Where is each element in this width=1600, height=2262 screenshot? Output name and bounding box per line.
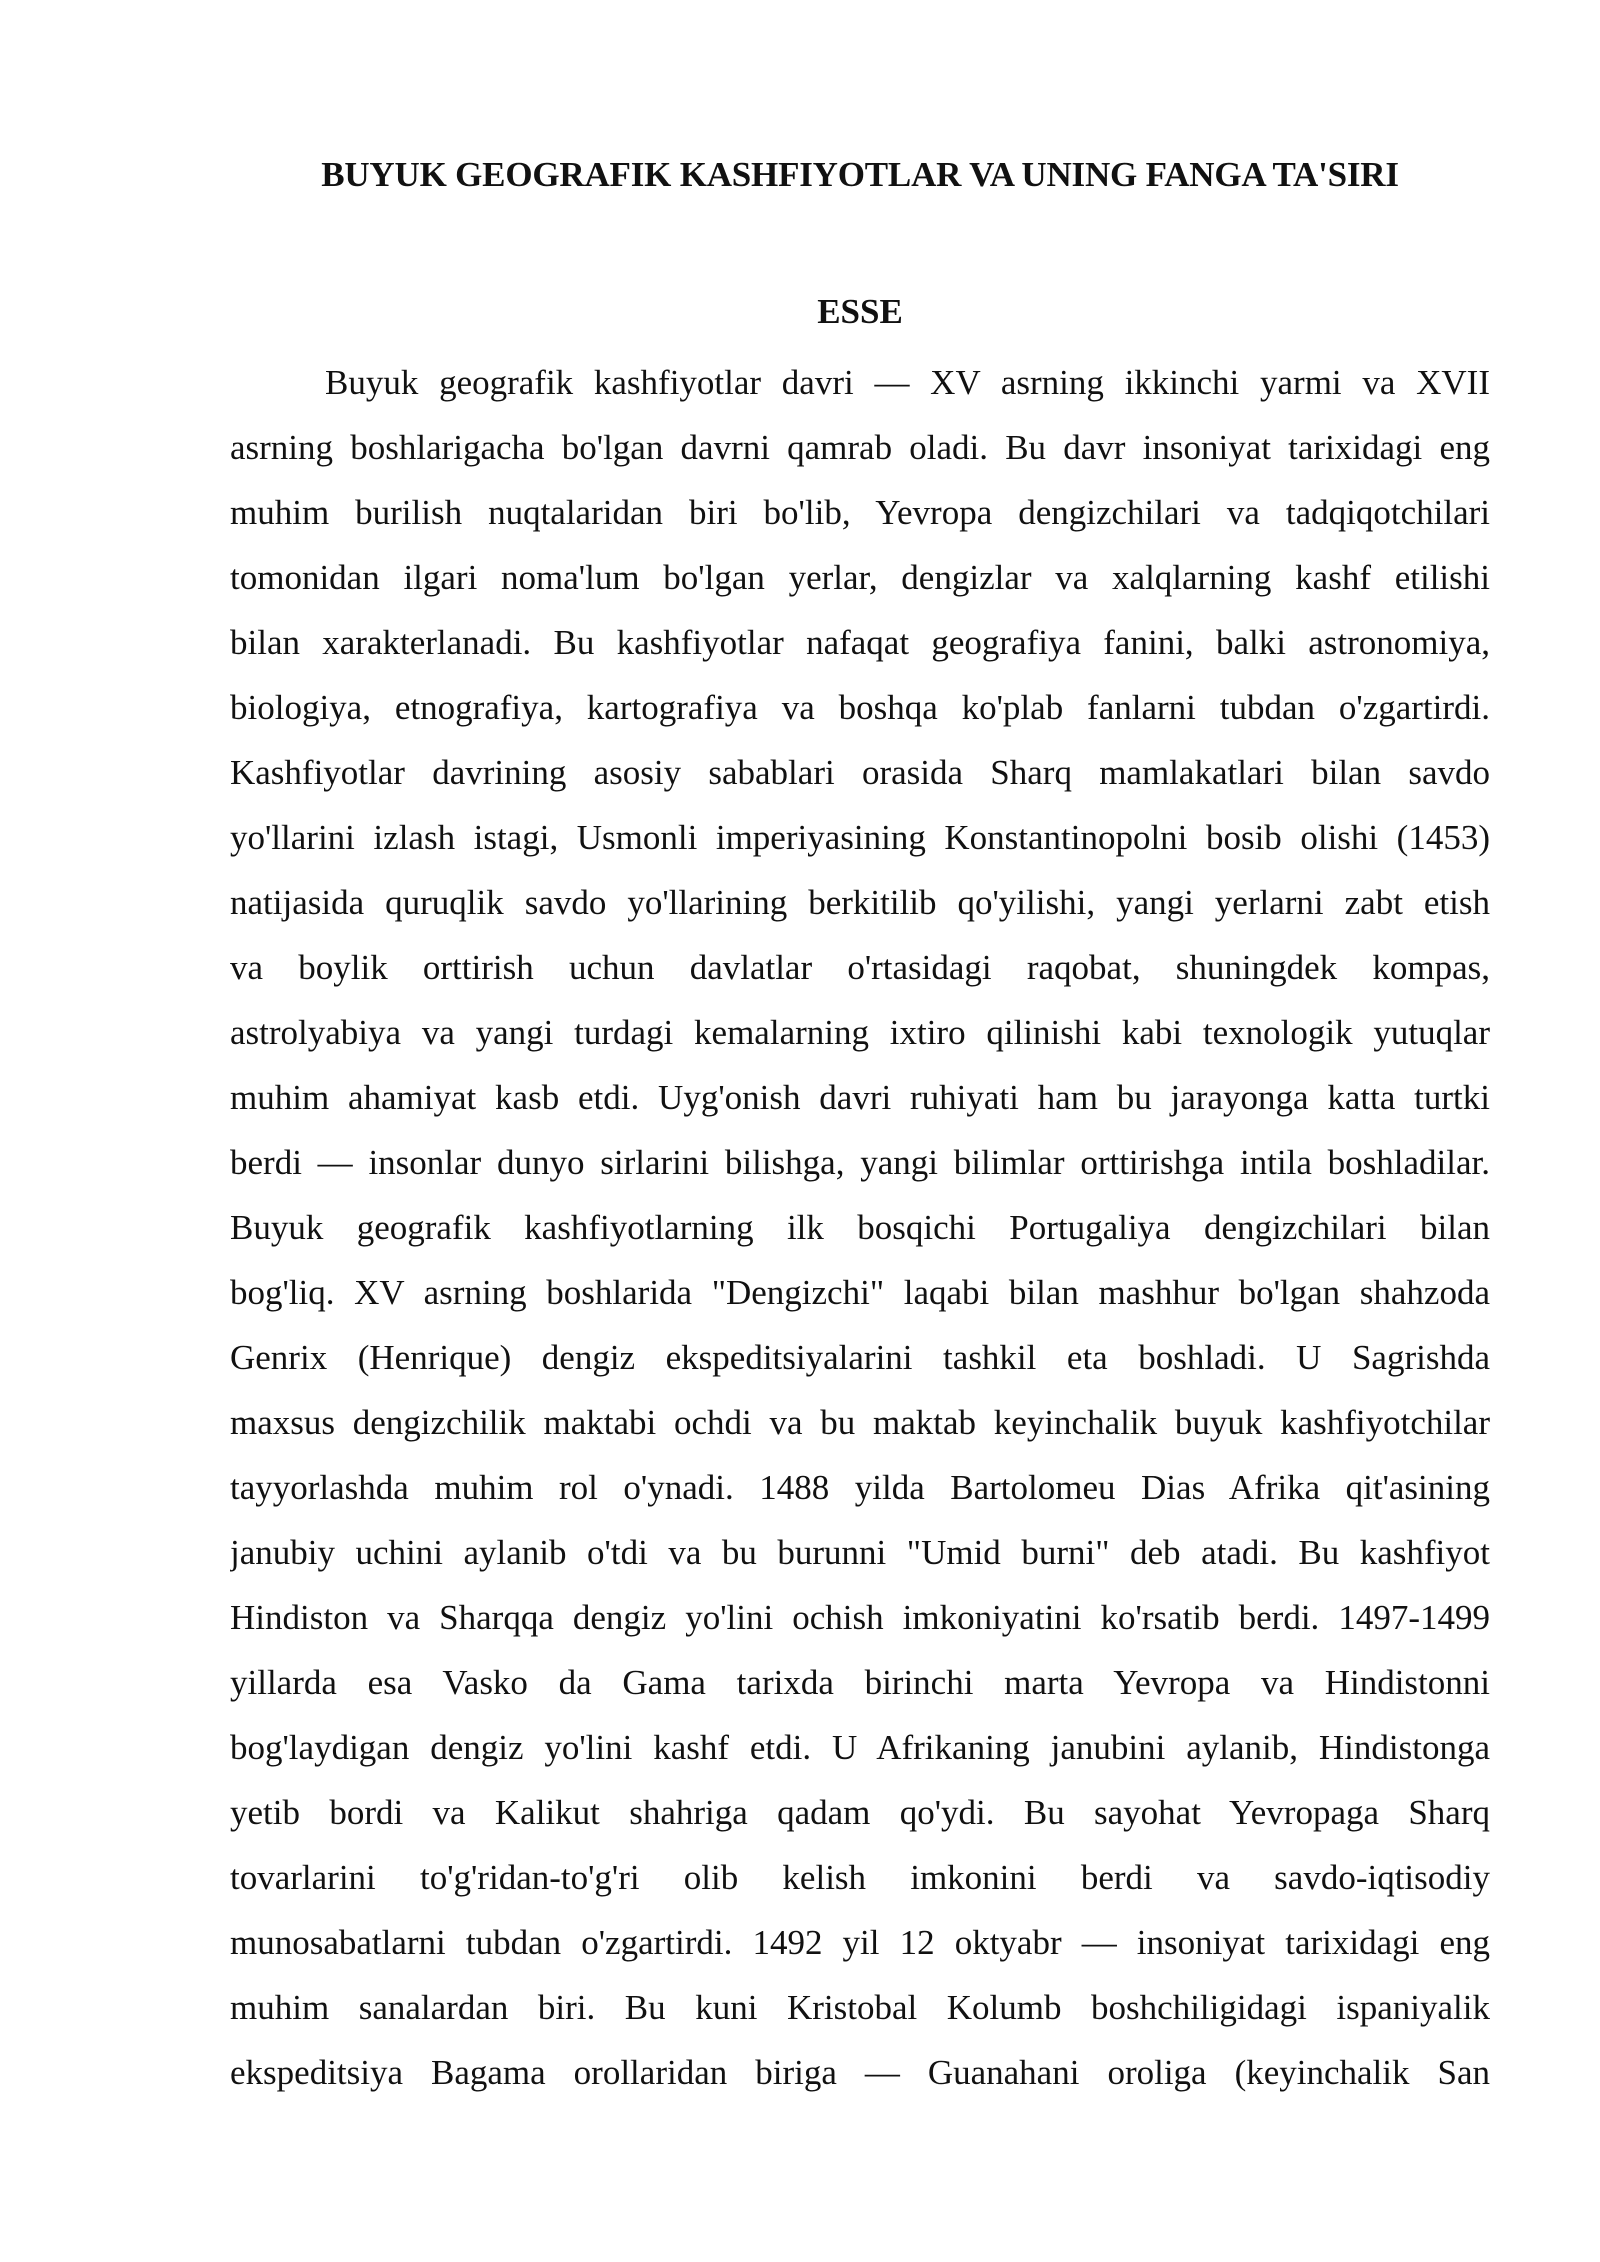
paragraph-line: yillarda esa Vasko da Gama tarixda birinchi marta Yevropa va Hindistonni: [230, 1663, 1490, 1702]
paragraph-line: biologiya, etnografiya, kartografiya va boshqa ko'plab fanlarni tubdan o'zgartirdi.: [230, 688, 1490, 727]
paragraph-line: berdi — insonlar dunyo sirlarini bilishga, yangi bilimlar orttirishga intila boshladilar.: [230, 1143, 1490, 1182]
paragraph-line: janubiy uchini aylanib o'tdi va bu burunni "Umid burni" deb atadi. Bu kashfiyot: [230, 1533, 1490, 1572]
paragraph-line: Buyuk geografik kashfiyotlar davri — XV asrning ikkinchi yarmi va XVII: [325, 363, 1490, 402]
paragraph-line: natijasida quruqlik savdo yo'llarining berkitilib qo'yilishi, yangi yerlarni zabt etish: [230, 883, 1490, 922]
paragraph-line: munosabatlarni tubdan o'zgartirdi. 1492 yil 12 oktyabr — insoniyat tarixidagi eng: [230, 1923, 1490, 1962]
paragraph-line: muhim burilish nuqtalaridan biri bo'lib, Yevropa dengizchilari va tadqiqotchilari: [230, 493, 1490, 532]
paragraph-line: yo'llarini izlash istagi, Usmonli imperiyasining Konstantinopolni bosib olishi (1453): [230, 818, 1490, 857]
paragraph-line: Genrix (Henrique) dengiz ekspeditsiyalarini tashkil eta boshladi. U Sagrishda: [230, 1338, 1490, 1377]
paragraph-line: va boylik orttirish uchun davlatlar o'rtasidagi raqobat, shuningdek kompas,: [230, 948, 1490, 987]
paragraph-line: Kashfiyotlar davrining asosiy sabablari orasida Sharq mamlakatlari bilan savdo: [230, 753, 1490, 792]
essay-body: [230, 350, 1490, 2105]
paragraph-line: maxsus dengizchilik maktabi ochdi va bu maktab keyinchalik buyuk kashfiyotchilar: [230, 1403, 1490, 1442]
paragraph-line: Hindiston va Sharqqa dengiz yo'lini ochish imkoniyatini ko'rsatib berdi. 1497-1499: [230, 1598, 1490, 1637]
document-subtitle: ESSE: [817, 292, 903, 331]
paragraph-line: bog'liq. XV asrning boshlarida "Dengizchi" laqabi bilan mashhur bo'lgan shahzoda: [230, 1273, 1490, 1312]
paragraph-line: ekspeditsiya Bagama orollaridan biriga — Guanahani oroliga (keyinchalik San: [230, 2053, 1490, 2092]
paragraph-line: bog'laydigan dengiz yo'lini kashf etdi. U Afrikaning janubini aylanib, Hindistonga: [230, 1728, 1490, 1767]
paragraph-line: tayyorlashda muhim rol o'ynadi. 1488 yilda Bartolomeu Dias Afrika qit'asining: [230, 1468, 1490, 1507]
paragraph-line: muhim ahamiyat kasb etdi. Uyg'onish davri ruhiyati ham bu jarayonga katta turtki: [230, 1078, 1490, 1117]
paragraph-line: tomonidan ilgari noma'lum bo'lgan yerlar, dengizlar va xalqlarning kashf etilishi: [230, 558, 1490, 597]
paragraph-line: bilan xarakterlanadi. Bu kashfiyotlar nafaqat geografiya fanini, balki astronomiya,: [230, 623, 1490, 662]
paragraph-line: Buyuk geografik kashfiyotlarning ilk bosqichi Portugaliya dengizchilari bilan: [230, 1208, 1490, 1247]
paragraph-line: muhim sanalardan biri. Bu kuni Kristobal Kolumb boshchiligidagi ispaniyalik: [230, 1988, 1490, 2027]
paragraph-line: asrning boshlarigacha bo'lgan davrni qamrab oladi. Bu davr insoniyat tarixidagi eng: [230, 428, 1490, 467]
document-title: BUYUK GEOGRAFIK KASHFIYOTLAR VA UNING FANGA TA'SIRI: [321, 155, 1399, 194]
paragraph-line: yetib bordi va Kalikut shahriga qadam qo'ydi. Bu sayohat Yevropaga Sharq: [230, 1793, 1490, 1832]
paragraph-line: astrolyabiya va yangi turdagi kemalarning ixtiro qilinishi kabi texnologik yutuqlar: [230, 1013, 1490, 1052]
paragraph-line: tovarlarini to'g'ridan-to'g'ri olib kelish imkonini berdi va savdo-iqtisodiy: [230, 1858, 1490, 1897]
